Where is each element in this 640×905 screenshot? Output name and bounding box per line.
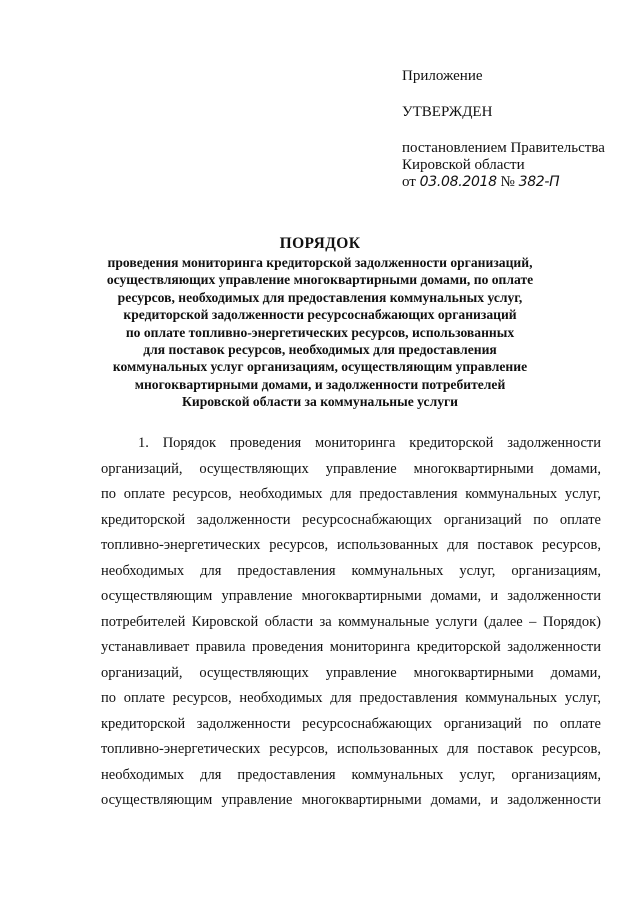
subtitle-line: Кировской области за коммунальные услуги: [182, 394, 458, 410]
body-line: необходимых для предоставления коммунальных услуг, организациям,: [101, 766, 601, 783]
decree-date-number: [402, 174, 622, 191]
body-line: по оплате ресурсов, необходимых для предоставления коммунальных услуг,: [101, 486, 601, 502]
body-line: необходимых для предоставления коммунальных услуг, организациям,: [101, 562, 601, 579]
body-line: кредиторской задолженности ресурсоснабжающих организаций по оплате: [101, 715, 601, 732]
appendix-block: [402, 68, 622, 191]
body-line: организаций, осуществляющих управление многоквартирными домами,: [101, 460, 601, 477]
decree-from-prefix: от: [402, 174, 416, 190]
decree-number: 382-П: [518, 174, 560, 190]
subtitle-line: ресурсов, необходимых для предоставления коммунальных услуг,: [117, 289, 523, 305]
subtitle-line: по оплате топливно-энергетических ресурсов, использованных: [125, 324, 515, 340]
approved-by-line-1: постановлением Правительства: [402, 140, 605, 156]
document-title-block: [0, 234, 640, 411]
appendix-label: Приложение: [402, 68, 483, 84]
subtitle-line: кредиторской задолженности ресурсоснабжающих организаций: [123, 307, 517, 323]
approved-stamp: УТВЕРЖДЕН: [402, 104, 493, 120]
decree-date: 03.08.2018: [419, 174, 497, 190]
subtitle-line: для поставок ресурсов, необходимых для предоставления: [143, 342, 497, 358]
subtitle-line: коммунальных услуг организациям, осуществляющим управление: [112, 359, 528, 375]
body-paragraph: [101, 431, 601, 814]
body-line: осуществляющим управление многоквартирными домами, и задолженности: [101, 588, 601, 604]
body-line: топливно-энергетических ресурсов, использованных для поставок ресурсов,: [101, 537, 601, 553]
body-line: кредиторской задолженности ресурсоснабжающих организаций по оплате: [101, 511, 601, 528]
body-line: осуществляющим управление многоквартирными домами, и задолженности: [101, 792, 601, 808]
body-line: по оплате ресурсов, необходимых для предоставления коммунальных услуг,: [101, 690, 601, 706]
body-line: организаций, осуществляющих управление многоквартирными домами,: [101, 664, 601, 681]
body-line: устанавливает правила проведения мониторинга кредиторской задолженности: [101, 639, 601, 655]
body-line: топливно-энергетических ресурсов, использованных для поставок ресурсов,: [101, 741, 601, 757]
subtitle-line: осуществляющих управление многоквартирными домами, по оплате: [106, 272, 534, 288]
subtitle-line: многоквартирными домами, и задолженности потребителей: [134, 376, 506, 392]
body-line: 1. Порядок проведения мониторинга кредиторской задолженности: [138, 435, 601, 451]
subtitle-line: проведения мониторинга кредиторской задолженности организаций,: [107, 255, 533, 270]
body-line: потребителей Кировской области за коммунальные услуги (далее – Порядок): [101, 613, 601, 630]
decree-number-sign: №: [500, 174, 515, 190]
approved-by-line-2: Кировской области: [402, 157, 525, 173]
document-title: ПОРЯДОК: [279, 235, 361, 252]
